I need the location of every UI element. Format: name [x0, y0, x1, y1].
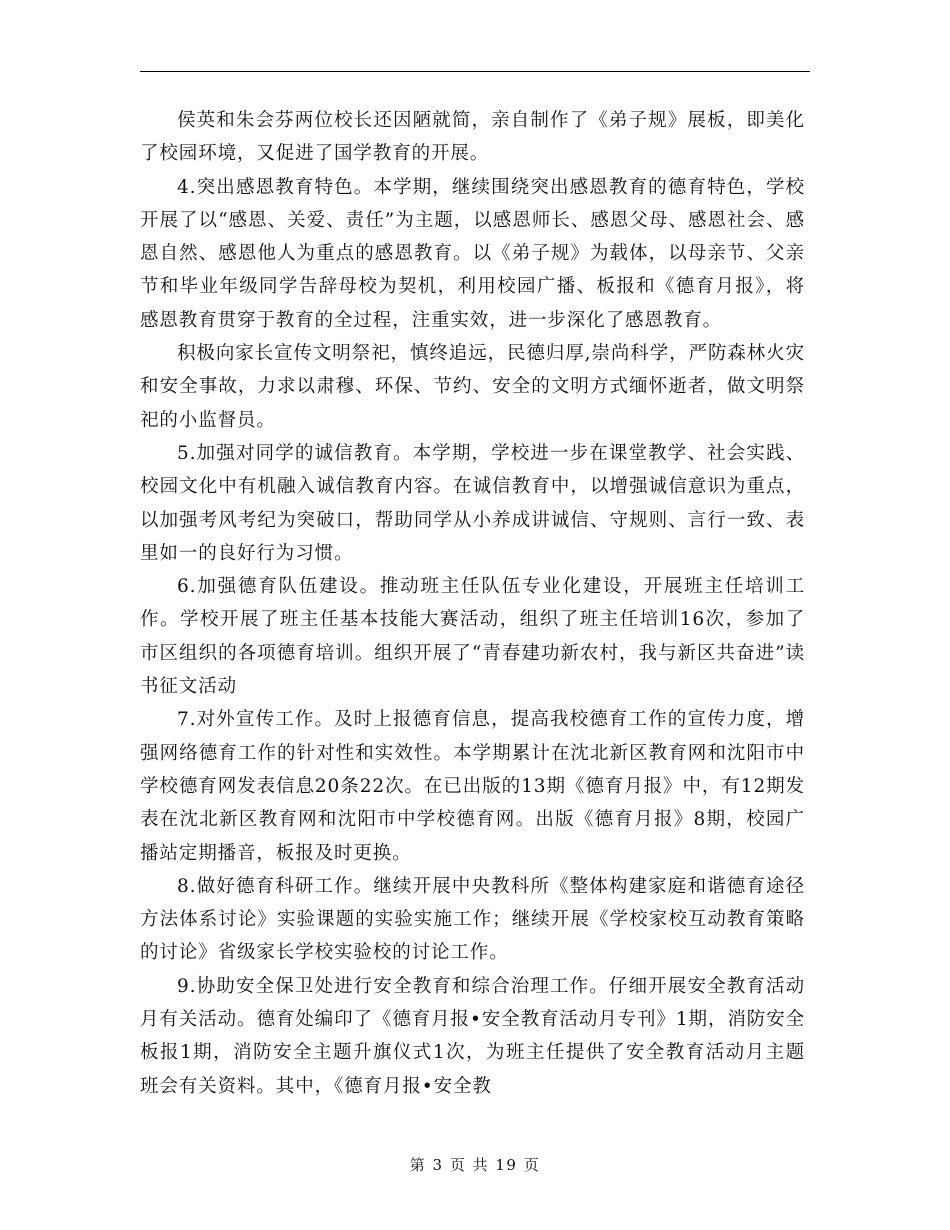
paragraph-item-7: 7.对外宣传工作。及时上报德育信息，提高我校德育工作的宣传力度，增强网络德育工作的针对性和实效性。本学期累计在沈北新区教育网和沈阳市中学校德育网发表信息20条22次。在已出版的13期《德育月报》中，有12期发表在沈北新区教育网和沈阳市中学校德育网。出版《德育月报》8期，校园广播站定期播音，板报及时更换。 — [140, 709, 805, 864]
paragraph-item-8: 8.做好德育科研工作。继续开展中央教科所《整体构建家庭和谐德育途径方法体系讨论》实验课题的实验实施工作；继续开展《学校家校互动教育策略的讨论》省级家长学校实验校的讨论工作。 — [140, 875, 805, 964]
paragraph-item-9: 9.协助安全保卫处进行安全教育和综合治理工作。仔细开展安全教育活动月有关活动。德育处编印了《德育月报•安全教育活动月专刊》1期，消防安全板报1期，消防安全主题升旗仪式1次，为班主任提供了安全教育活动月主题班会有关资料。其中，《德育月报•安全教 — [140, 975, 805, 1097]
paragraph-civilized-sacrifice: 积极向家长宣传文明祭祀，慎终追远，民德归厚,崇尚科学，严防森林火灾和安全事故，力求以肃穆、环保、节约、安全的文明方式缅怀逝者，做文明祭祀的小监督员。 — [140, 343, 805, 431]
paragraph-item-6: 6.加强德育队伍建设。推动班主任队伍专业化建设，开展班主任培训工作。学校开展了班主任基本技能大赛活动，组织了班主任培训16次，参加了市区组织的各项德育培训。组织开展了“青春建功新农村，我与新区共奋进”读书征文活动 — [140, 576, 805, 698]
header-rule — [140, 71, 810, 72]
paragraph-intro: 侯英和朱会芬两位校长还因陋就简，亲自制作了《弟子规》展板，即美化了校园环境，又促进了国学教育的开展。 — [140, 110, 805, 165]
document-body — [140, 104, 805, 1103]
page-number-footer: 第 3 页 共 19 页 — [409, 1156, 541, 1174]
paragraph-item-5: 5.加强对同学的诚信教育。本学期，学校进一步在课堂教学、社会实践、校园文化中有机融入诚信教育内容。在诚信教育中，以增强诚信意识为重点，以加强考风考纪为突破口，帮助同学从小养成讲诚信、守规则、言行一致、表里如一的良好行为习惯。 — [140, 442, 805, 564]
paragraph-item-4: 4.突出感恩教育特色。本学期，继续围绕突出感恩教育的德育特色，学校开展了以“感恩、关爱、责任”为主题，以感恩师长、感恩父母、感恩社会、感恩自然、感恩他人为重点的感恩教育。以《弟子规》为载体，以母亲节、父亲节和毕业年级同学告辞母校为契机，利用校园广播、板报和《德育月报》，将感恩教育贯穿于教育的全过程，注重实效，进一步深化了感恩教育。 — [140, 176, 805, 331]
